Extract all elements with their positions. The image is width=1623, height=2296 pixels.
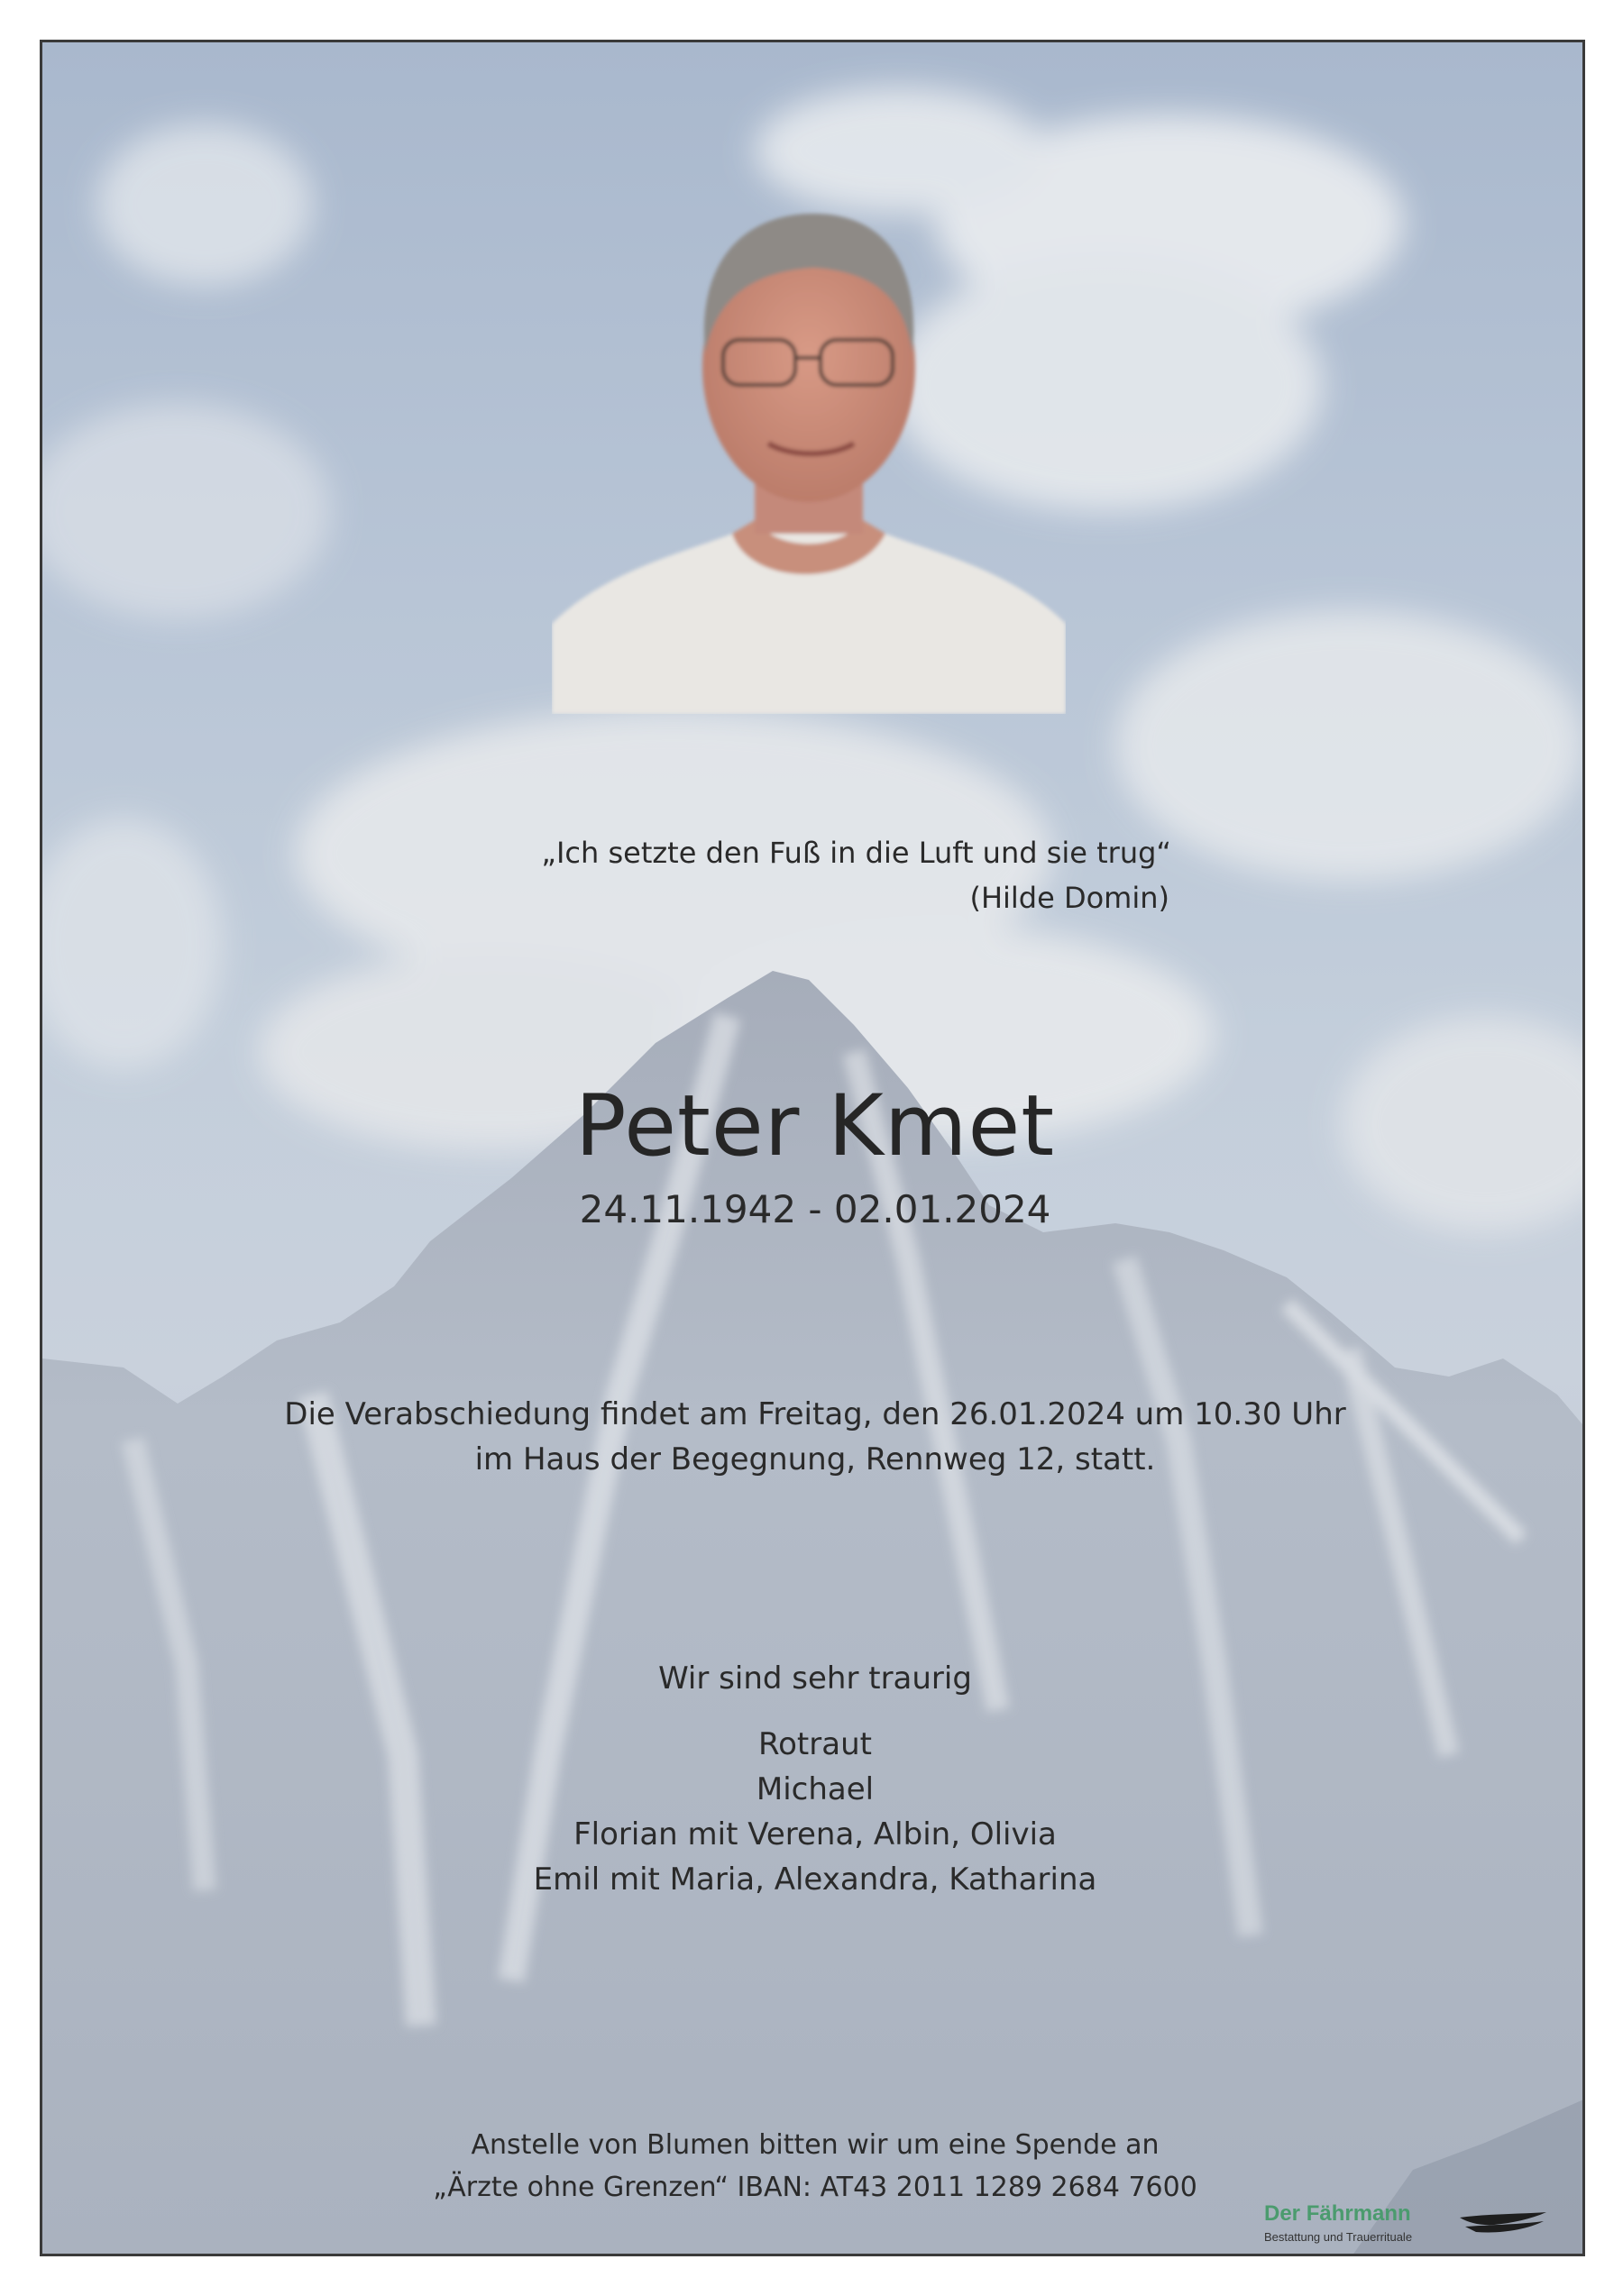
portrait-photo	[552, 173, 1066, 714]
obituary-card	[40, 40, 1585, 2256]
life-dates: 24.11.1942 - 02.01.2024	[579, 1187, 1051, 1231]
mourner-name: Michael	[756, 1771, 875, 1807]
logo-name: Der Fährmann	[1264, 2201, 1411, 2226]
logo-tagline: Bestattung und Trauerrituale	[1264, 2230, 1413, 2244]
donation-line-2: „Ärzte ohne Grenzen“ IBAN: AT43 2011 1289 2684 7600	[433, 2172, 1197, 2203]
mourner-name: Emil mit Maria, Alexandra, Katharina	[533, 1861, 1097, 1898]
donation-line-1: Anstelle von Blumen bitten wir um eine Spende an	[471, 2129, 1160, 2161]
deceased-name: Peter Kmet	[574, 1077, 1056, 1175]
mourners-intro: Wir sind sehr traurig	[658, 1660, 972, 1697]
mourner-name: Florian mit Verena, Albin, Olivia	[573, 1816, 1057, 1852]
mourner-name: Rotraut	[758, 1726, 872, 1762]
funeral-home-logo	[1264, 2201, 1571, 2255]
quote-author: (Hilde Domin)	[969, 881, 1169, 915]
ceremony-line-1: Die Verabschiedung findet am Freitag, den 26.01.2024 um 10.30 Uhr	[284, 1396, 1346, 1432]
ceremony-line-2: im Haus der Begegnung, Rennweg 12, statt.	[474, 1441, 1156, 1477]
memorial-quote: „Ich setzte den Fuß in die Luft und sie trug“	[541, 836, 1171, 870]
boat-icon	[1458, 2207, 1548, 2243]
